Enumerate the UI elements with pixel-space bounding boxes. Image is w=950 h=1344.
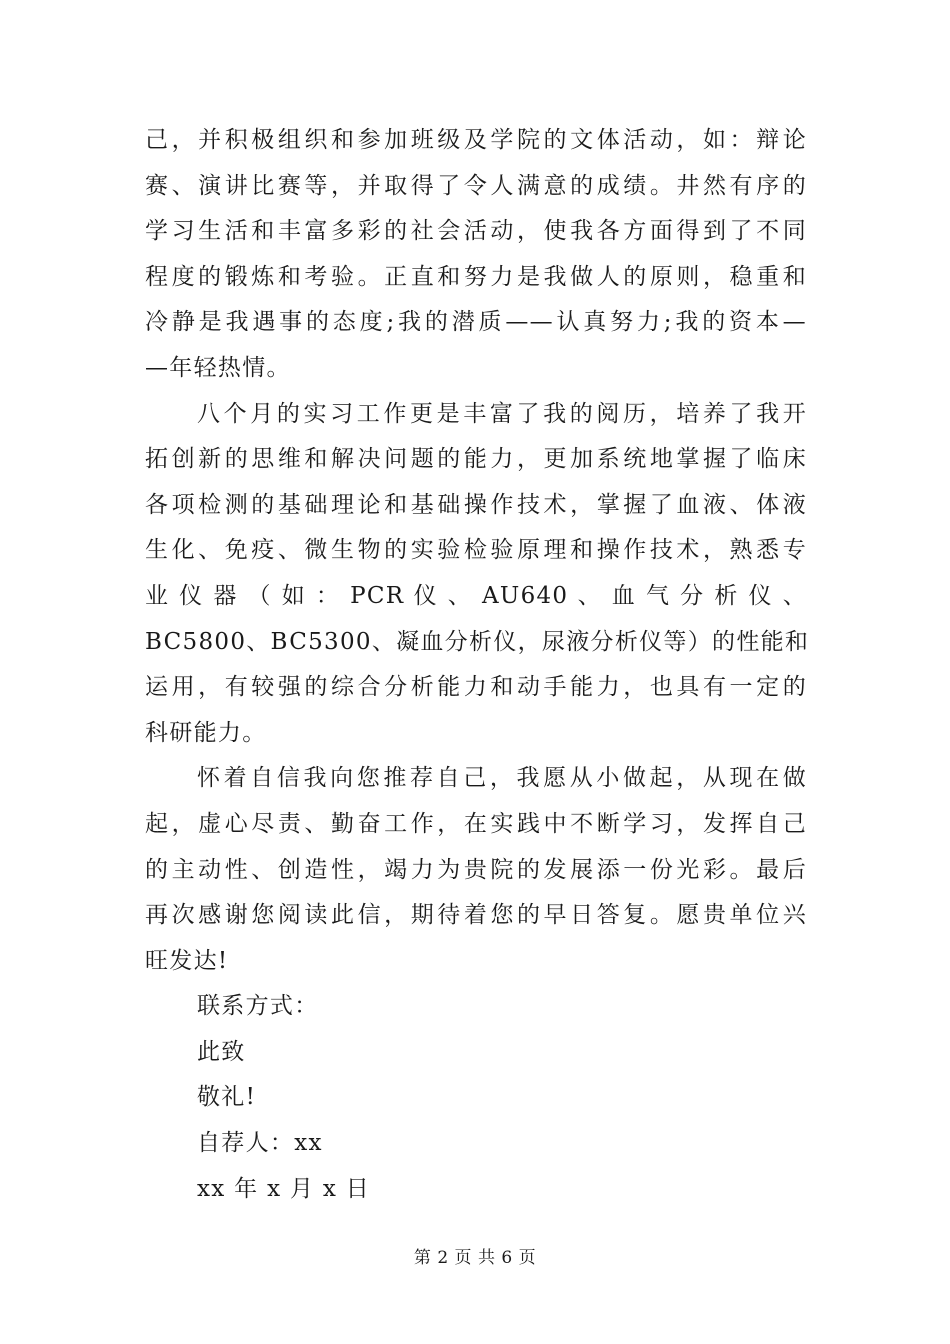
page-footer: 第 2 页 共 6 页 [413, 1248, 537, 1268]
text-line: 各项检测的基础理论和基础操作技术，掌握了血液、体液 [145, 491, 807, 518]
text-line: 冷静是我遇事的态度;我的潜质——认真努力;我的资本— [145, 309, 807, 336]
text-line: 旺发达! [145, 947, 229, 974]
paragraph-2 [145, 392, 810, 757]
text-line: BC5800、BC5300、凝血分析仪，尿液分析仪等）的性能和 [145, 628, 810, 655]
date: xx 年 x 月 x 日 [197, 1175, 371, 1202]
text-line: 程度的锻炼和考验。正直和努力是我做人的原则，稳重和 [145, 263, 807, 290]
text-line: 起，虚心尽责、勤奋工作，在实践中不断学习，发挥自己 [145, 810, 807, 837]
text-line: 生化、免疫、微生物的实验检验原理和操作技术，熟悉专 [145, 537, 807, 564]
text-line: —年轻热情。 [145, 354, 291, 381]
text-line: 怀着自信我向您推荐自己，我愿从小做起，从现在做 [197, 765, 807, 792]
signer: 自荐人：xx [197, 1130, 323, 1157]
document-body [145, 118, 810, 1212]
text-line: 八个月的实习工作更是丰富了我的阅历，培养了我开 [197, 400, 807, 427]
text-line: 己，并积极组织和参加班级及学院的文体活动，如：辩论 [145, 127, 807, 153]
paragraph-3 [145, 756, 807, 984]
contact-label: 联系方式： [197, 993, 319, 1020]
text-line: 拓创新的思维和解决问题的能力，更加系统地掌握了临床 [145, 446, 807, 473]
regards: 敬礼! [197, 1084, 257, 1111]
text-line: 的主动性、创造性，竭力为贵院的发展添一份光彩。最后 [145, 856, 807, 883]
text-line: 学习生活和丰富多彩的社会活动，使我各方面得到了不同 [145, 218, 807, 245]
text-line: 再次感谢您阅读此信，期待着您的早日答复。愿贵单位兴 [145, 902, 807, 929]
text-line: 业 仪 器 （ 如 ： PCR 仪 、 AU640 、 血 气 分 析 仪 、 [145, 582, 807, 609]
text-line: 赛、演讲比赛等，并取得了令人满意的成绩。井然有序的 [145, 172, 807, 199]
salutation: 此致 [197, 1038, 246, 1065]
text-line: 科研能力。 [145, 719, 267, 746]
paragraph-1 [145, 118, 807, 392]
text-line: 运用，有较强的综合分析能力和动手能力，也具有一定的 [145, 674, 807, 701]
closing-block [145, 984, 807, 1212]
